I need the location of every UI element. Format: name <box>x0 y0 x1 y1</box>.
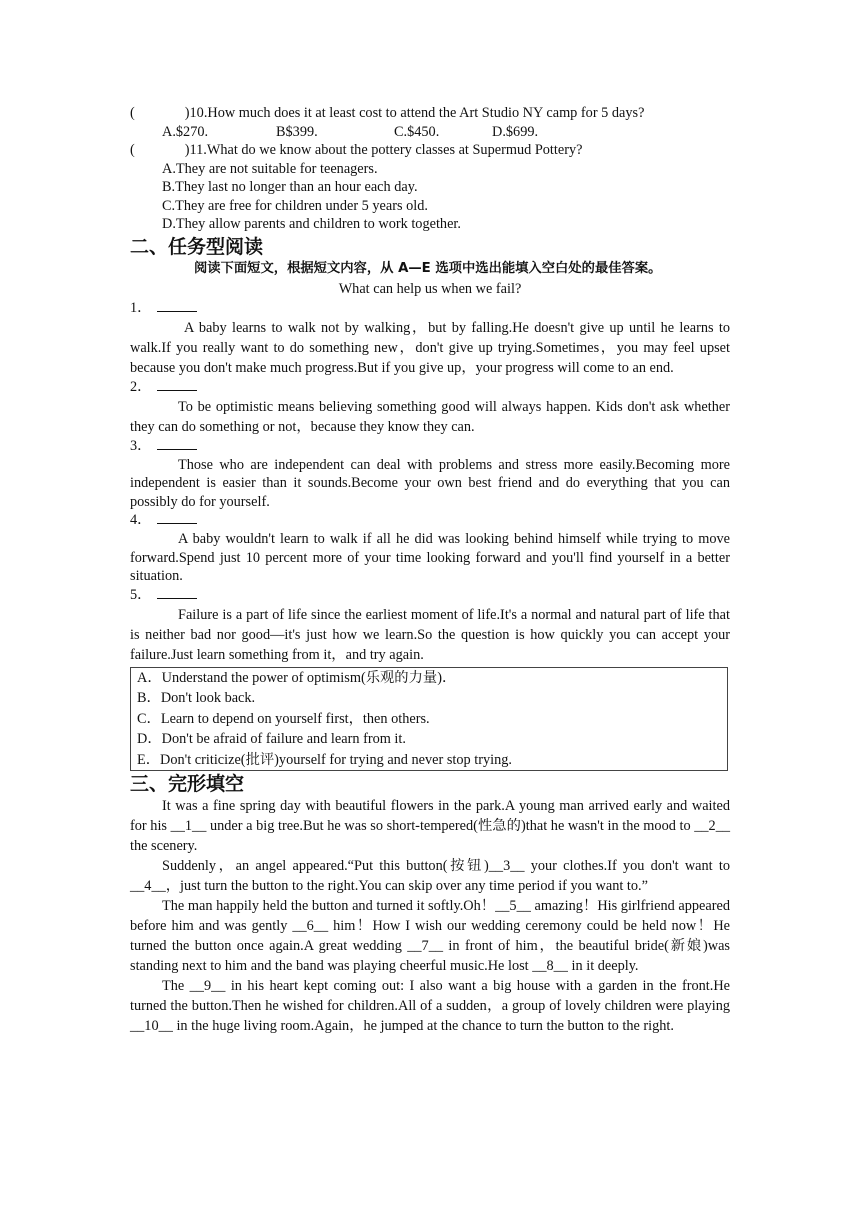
choice-a: A．Understand the power of optimism(乐观的力量)． <box>137 669 457 686</box>
passage-title: What can help us when we fail? <box>338 280 522 297</box>
item-number: 3． <box>130 437 730 456</box>
item-number: 4． <box>130 511 730 530</box>
answer-blank[interactable] <box>157 378 197 391</box>
option-d: D.They allow parents and children to work together. <box>162 216 461 232</box>
item-number: 5． <box>130 586 730 605</box>
choice-d: D．Don't be afraid of failure and learn from it. <box>137 731 406 747</box>
cloze-paragraph: The __9__ in his heart kept coming out: I also want a big house with a garden in the front.He turned the button.Then he wished for children.All of a sudden，a group of lovely children were playing __10__ in the huge living room.Again，he jumped at the chance to turn the button to the right. <box>130 978 730 1034</box>
question-stem: 10.How much does it at least cost to attend the Art Studio NY camp for 5 days? <box>189 105 645 121</box>
question-stem: 11.What do we know about the pottery classes at Supermud Pottery? <box>189 142 583 158</box>
option-a: A.$270. <box>162 123 209 140</box>
choices-box <box>130 667 728 772</box>
item-number: 1． <box>130 299 730 318</box>
answer-blank[interactable] <box>157 586 197 599</box>
option-a: A.They are not suitable for teenagers. <box>162 160 378 177</box>
option-c: C.They are free for children under 5 years old. <box>162 197 428 214</box>
answer-paren-open: ( <box>130 105 135 121</box>
choice-b: B．Don't look back. <box>137 690 256 706</box>
item-paragraph: A baby wouldn't learn to walk if all he did was looking behind himself while trying to move forward.Spend just 10 percent more of your time looking forward and you'll find yourself in a better situation. <box>130 531 730 584</box>
cloze-paragraph: It was a fine spring day with beautiful flowers in the park.A young man arrived early and waited for his __1__ under a big tree.But he was so short-tempered(性急的)that he wasn't in the mood to __2__ the scenery. <box>130 798 730 854</box>
worksheet-page <box>130 104 730 1036</box>
item-paragraph: Failure is a part of life since the earliest moment of life.It's a normal and natural part of life that is neither bad nor good—it's just how we learn.So the question is how quickly you can accept your failure.Just learn something from it，and try again. <box>130 606 730 663</box>
item-number: 2． <box>130 378 730 397</box>
section-heading: 二、任务型阅读 <box>130 235 264 258</box>
item-paragraph: Those who are independent can deal with problems and stress more easily.Becoming more independent is easier than it sounds.Become your own best friend and do everything that you can possibly do for yourself. <box>130 456 730 510</box>
item-paragraph: A baby learns to walk not by walking，but by falling.He doesn't give up until he learns to walk.If you really want to do something new，don't give up trying.Sometimes，you may feel upset because you don't make much progress.But if you give up，your progress will come to an end. <box>130 319 730 376</box>
answer-blank[interactable] <box>157 299 197 312</box>
answer-paren-open: ( <box>130 142 135 158</box>
question-11 <box>130 141 730 160</box>
choice-e: E．Don't criticize(批评)yourself for trying and never stop trying. <box>137 751 512 768</box>
question-10-options <box>130 123 730 142</box>
option-c: C.$450. <box>394 123 440 140</box>
section-heading: 三、完形填空 <box>130 773 245 795</box>
option-b: B.They last no longer than an hour each day. <box>162 179 418 195</box>
answer-blank[interactable] <box>157 437 197 450</box>
cloze-paragraph: Suddenly，an angel appeared.“Put this button(按钮)__3__ your clothes.If you don't want to __4__，just turn the button to the right.You can skip over any time period if you want to.” <box>130 858 730 894</box>
answer-paren-close: ) <box>184 142 190 158</box>
choice-c: C．Learn to depend on yourself first，then others. <box>137 710 430 727</box>
answer-blank[interactable] <box>157 511 197 524</box>
option-b: B$399. <box>276 123 318 140</box>
answer-paren-close: ) <box>184 105 190 121</box>
item-paragraph: To be optimistic means believing something good will always happen. Kids don't ask whether they can do something or not，because they know they can. <box>130 398 730 435</box>
option-d: D.$699. <box>492 123 539 140</box>
question-10 <box>130 104 730 123</box>
cloze-paragraph: The man happily held the button and turned it softly.Oh！__5__ amazing！His girlfriend appeared before him and was gently __6__ him！How I wish our wedding ceremony could be held now！He turned the button once again.A great wedding __7__ in front of him，the beautiful bride(新娘)was standing next to him and the band was playing cheerful music.He lost __8__ in it deeply. <box>130 898 730 974</box>
section-instruction: 阅读下面短文，根据短文内容，从 A—E 选项中选出能填入空白处的最佳答案。 <box>194 260 662 276</box>
